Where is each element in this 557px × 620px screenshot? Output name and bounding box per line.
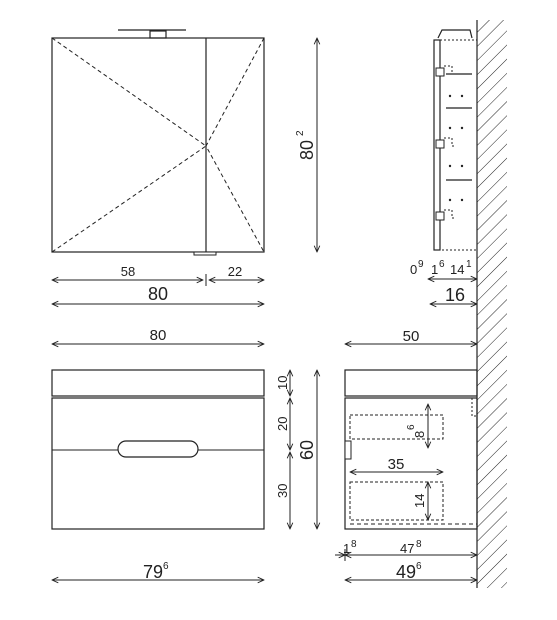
- side-bottom-a-label: 1: [343, 541, 351, 556]
- side-bottom-split-dimension: [335, 539, 477, 561]
- drawer-lower-height-dimension: [412, 482, 428, 520]
- side-bottom-total-sup: 6: [416, 561, 422, 572]
- vanity-top-width-label: 80: [149, 327, 167, 344]
- drawer-inner-width-label: 35: [387, 456, 405, 473]
- mirror-height-sup: 2: [295, 130, 306, 136]
- wall: [477, 20, 507, 588]
- side-a-sup: 9: [418, 259, 424, 270]
- side-depth-label: 16: [444, 285, 466, 305]
- vanity-height-label: 60: [297, 439, 317, 460]
- vanity-bottom-width-dimension: [52, 561, 264, 582]
- svg-text:6: [439, 259, 445, 270]
- side-depth-dimension: [430, 285, 477, 305]
- svg-text:2: [295, 130, 306, 136]
- side-bottom-b-sup: 8: [416, 539, 422, 550]
- vanity-front: [52, 370, 264, 529]
- side-bottom-total-dimension: [345, 561, 477, 582]
- vanity-h3-label: 30: [275, 483, 290, 498]
- side-b-label: 1: [431, 262, 439, 277]
- vanity-depth-dimension: [345, 328, 477, 345]
- svg-text:80: [297, 140, 317, 160]
- svg-text:1: [431, 262, 438, 277]
- vanity-h1-label: 10: [275, 375, 290, 390]
- side-small-dimensions: [410, 259, 477, 279]
- vanity-height-segments: [275, 370, 290, 529]
- vanity-bottom-width-sup: 6: [163, 561, 169, 572]
- front-width-split-dimension: [52, 264, 264, 286]
- svg-text:9: [418, 259, 424, 270]
- drawer-inner-height-label: 8: [412, 430, 427, 438]
- svg-text:14: [450, 262, 464, 277]
- svg-text:1: [466, 259, 472, 270]
- door-opening-lines: [52, 38, 264, 252]
- drawer-handle: [118, 441, 198, 457]
- side-bottom-b-label: 47: [400, 541, 415, 556]
- svg-text:0: [410, 262, 417, 277]
- drawer-lower-height-label: 14: [412, 493, 427, 508]
- front-width-right-label: 22: [227, 264, 243, 279]
- mirror-height-dimension: [295, 38, 317, 252]
- front-width-left-label: 58: [120, 264, 136, 279]
- mirror-height-label: 80: [297, 139, 317, 160]
- vanity-bottom-width-label: 79: [143, 562, 164, 582]
- drawer-inner-width-dimension: [350, 456, 443, 473]
- drawer-inner-height-dimension: [406, 404, 428, 448]
- side-bottom-total-label: 49: [396, 562, 417, 582]
- drawer-inner-height-sup: 6: [406, 424, 417, 430]
- side-c-sup: 1: [466, 259, 472, 270]
- side-b-sup: 6: [439, 259, 445, 270]
- mirror-total-width-dimension: [52, 284, 264, 304]
- side-bottom-a-sup: 8: [351, 539, 357, 550]
- vanity-top-width-dimension: [52, 327, 264, 344]
- vanity-h2-label: 20: [275, 416, 290, 431]
- vanity-depth-label: 50: [402, 328, 420, 345]
- mirror-cabinet-front: [52, 30, 264, 255]
- vanity-side: [345, 370, 477, 529]
- mirror-cabinet-side: [434, 30, 477, 250]
- vanity-total-height-dimension: [297, 370, 317, 529]
- side-a-label: 0: [410, 262, 418, 277]
- side-c-label: 14: [450, 262, 465, 277]
- mirror-total-width-label: 80: [147, 284, 169, 304]
